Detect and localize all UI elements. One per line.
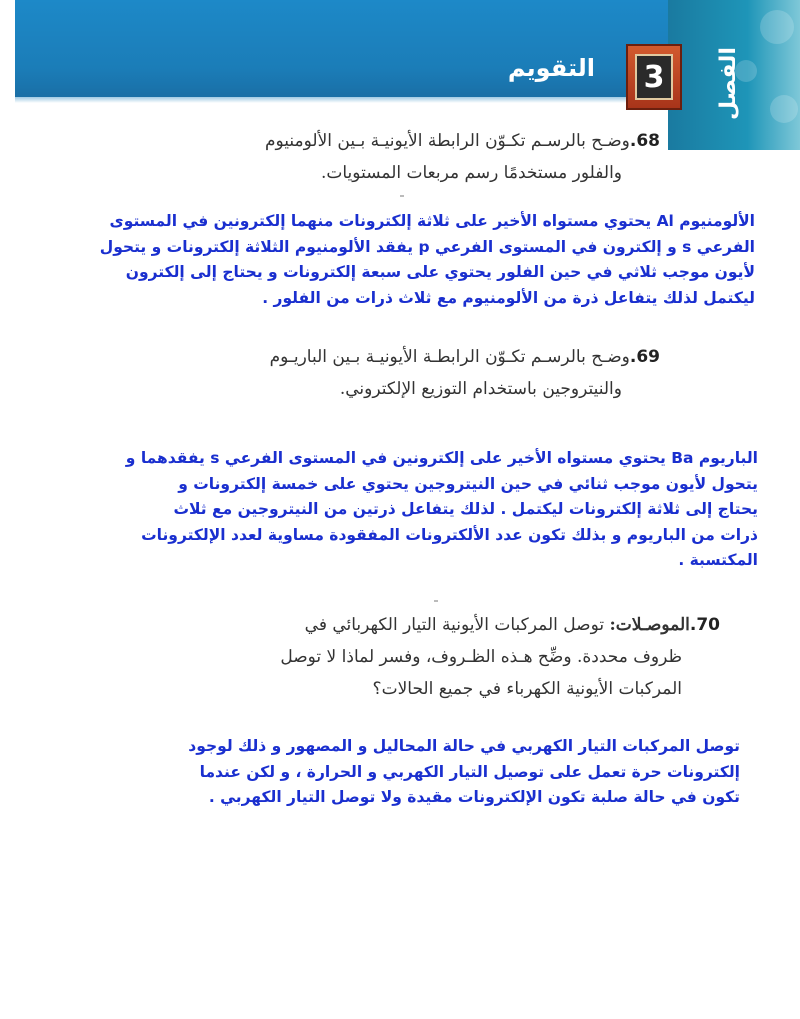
question-line <box>200 341 660 373</box>
chapter-number-badge <box>626 44 682 110</box>
header-shadow <box>15 97 670 103</box>
answer-68 <box>90 209 755 311</box>
question-text: والفلور مستخدمًا رسم مربعات المستويات. <box>320 163 622 183</box>
answer-line: الفرعي s و إلكترون في المستوى الفرعي p يفقد الألومنيوم الثلاثة إلكترونات و يتحول <box>99 237 755 256</box>
answer-line: تكون في حالة صلبة تكون الإلكترونات مقيدة ولا توصل التيار الكهربي . <box>208 788 740 806</box>
question-70 <box>255 609 720 705</box>
answer-line: الألومنيوم Al يحتوي مستواه الأخير على ثلاثة إلكترونات منهما إلكترونين في المستوى <box>109 212 755 230</box>
answer-69 <box>90 446 758 574</box>
question-text: ظروف محددة. وضِّح هـذه الظـروف، وفسر لماذا لا توصل <box>280 647 682 667</box>
answer-line: يحتاج إلى ثلاثة إلكترونات ليكتمل . لذلك يتفاعل ذرتين من النيتروجين مع ثلاث <box>173 500 758 518</box>
answer-70 <box>180 734 740 811</box>
answer-line: إلكترونات حرة تعمل على توصيل التيار الكهربي و الحرارة ، و لكن عندما <box>199 762 740 781</box>
question-line <box>200 125 660 157</box>
question-text: توصل المركبات الأيونية التيار الكهربائي في <box>304 615 605 635</box>
answer-line: توصل المركبات التيار الكهربي في حالة المحاليل و المصهور و ذلك لوجود <box>188 737 740 755</box>
chapter-label: الفصل <box>716 47 741 120</box>
question-68 <box>200 125 660 189</box>
question-label: الموصـلات: <box>609 615 690 635</box>
question-text: وضـح بالرسـم تكـوّن الرابطة الأيونيـة بـين الألومنيوم <box>264 131 630 151</box>
question-number: 70. <box>689 615 720 635</box>
question-text: المركبات الأيونية الكهرباء في جميع الحالات؟ <box>372 679 682 699</box>
question-number: 68. <box>629 131 660 151</box>
chapter-number: 3 <box>635 54 673 100</box>
answer-line: ذرات من الباريوم و بذلك تكون عدد الألكترونات المفقودة مساوية لعدد الإلكترونات <box>141 525 758 544</box>
question-line <box>255 609 720 641</box>
answer-line: ليكتمل لذلك يتفاعل ذرة من الألومنيوم مع ثلاث ذرات من الفلور . <box>262 288 755 307</box>
divider <box>400 195 404 197</box>
answer-line: لأيون موجب ثلاثي في حين الفلور يحتوي على سبعة إلكترونات و يحتاج إلى إلكترون <box>125 263 755 281</box>
question-69 <box>200 341 660 405</box>
header-band <box>15 0 670 97</box>
question-text: والنيتروجين باستخدام التوزيع الإلكتروني. <box>339 379 622 399</box>
question-text: وضـح بالرسـم تكـوّن الرابطـة الأيونيـة بـين الباريـوم <box>269 347 630 367</box>
section-title: التقويم <box>507 54 595 82</box>
answer-line: الباريوم Ba يحتوي مستواه الأخير على إلكترونين في المستوى الفرعي s يفقدهما و <box>125 449 758 467</box>
divider <box>434 600 438 602</box>
answer-line: يتحول لأيون موجب ثنائي في حين النيتروجين يحتوي على خمسة إلكترونات و <box>178 474 758 493</box>
answer-line: المكتسبة . <box>678 551 758 569</box>
question-number: 69. <box>629 347 660 367</box>
